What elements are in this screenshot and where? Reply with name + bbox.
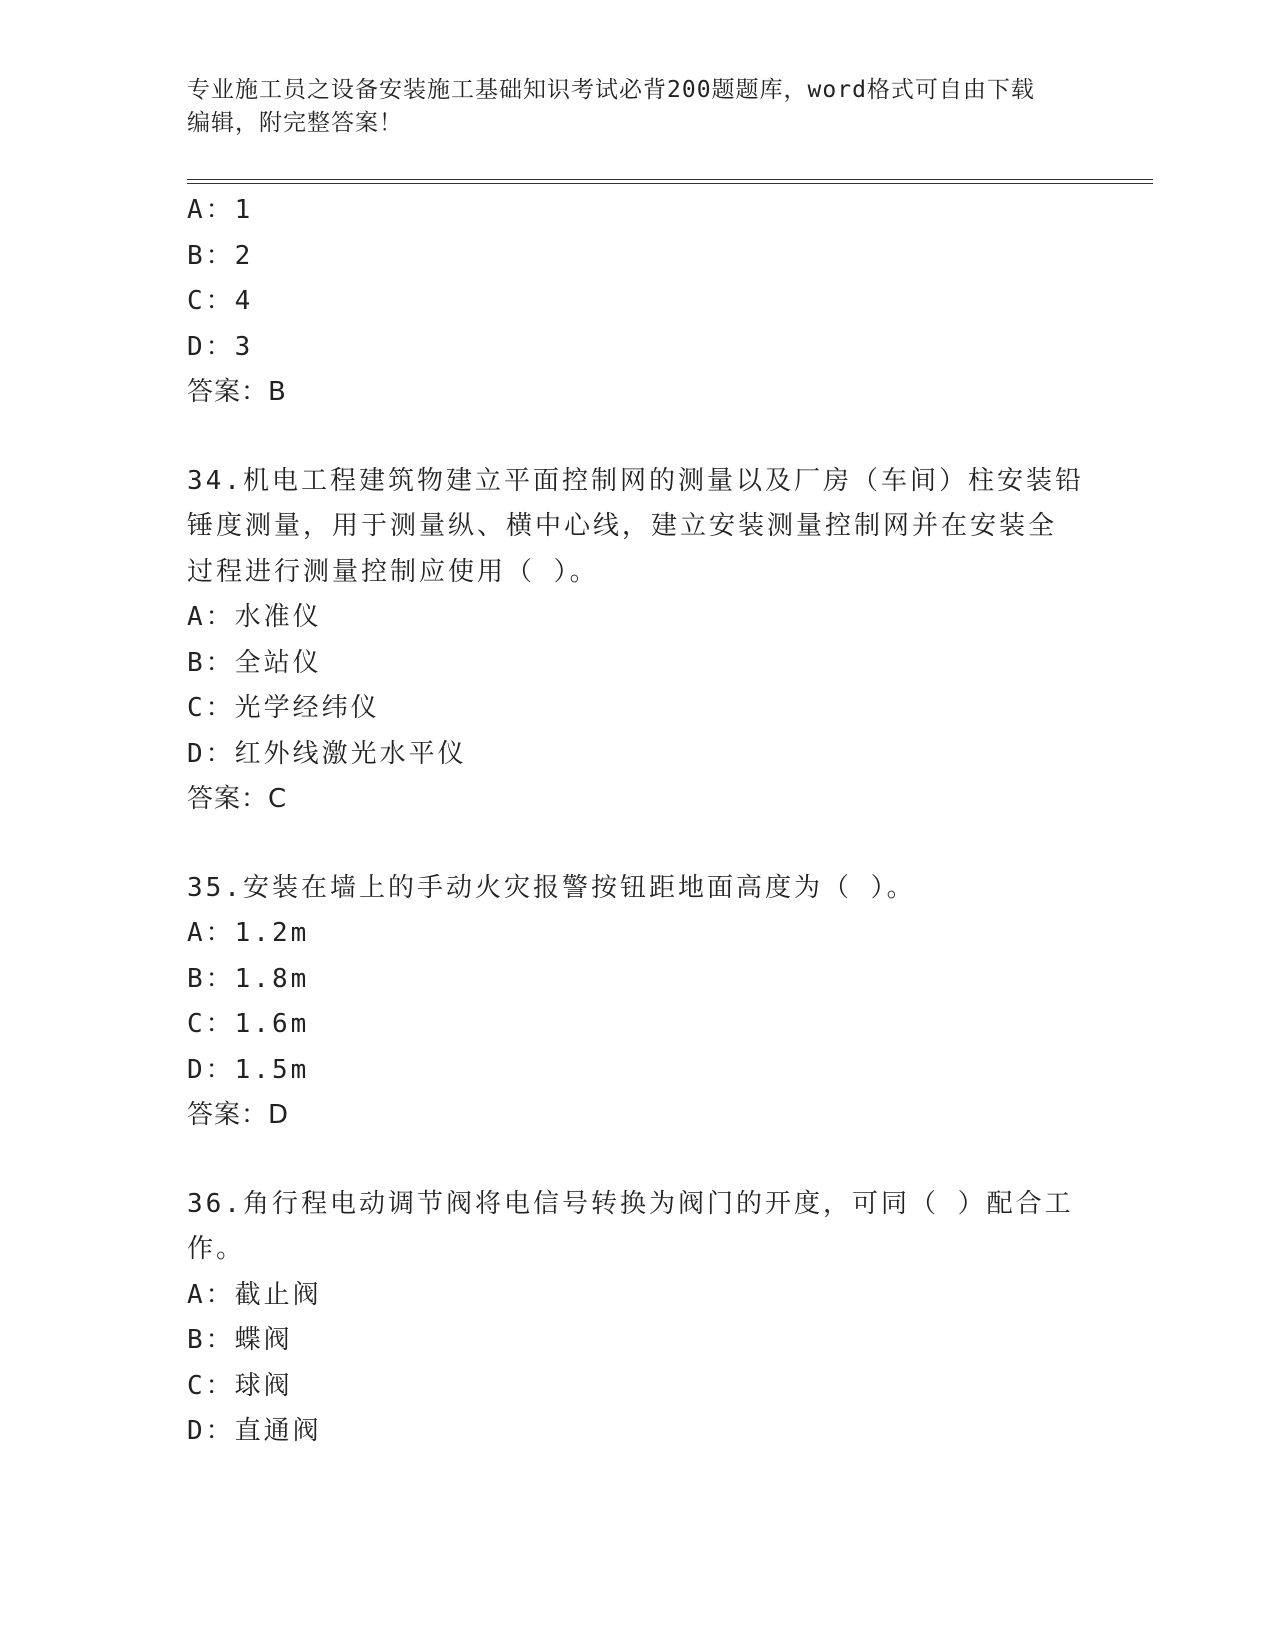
- option-c: C：光学经纬仪: [187, 693, 380, 723]
- option-b: B：2: [187, 240, 254, 271]
- header-divider-bottom: [187, 183, 1153, 184]
- question-stem-line: 36.角行程电动调节阀将电信号转换为阀门的开度，可同（ ）配合工: [187, 1188, 1074, 1219]
- answer-line: 答案：D: [187, 1100, 290, 1130]
- question-35: [187, 866, 1067, 1139]
- option-c: C：球阀: [187, 1370, 293, 1401]
- option-d: D：红外线激光水平仪: [187, 738, 467, 769]
- question-stem-line: 作。: [187, 1234, 246, 1264]
- option-a: A：1.2m: [187, 918, 310, 948]
- question-36: [187, 1182, 1074, 1455]
- option-b: B：蝶阀: [187, 1325, 293, 1355]
- document-header: [187, 74, 1067, 140]
- question-stem-line: 过程进行测量控制应使用（ ）。: [187, 556, 599, 587]
- option-b: B：全站仪: [187, 647, 322, 678]
- option-c: C：1.6m: [187, 1009, 310, 1039]
- question-stem-line: 34.机电工程建筑物建立平面控制网的测量以及厂房（车间）柱安装铅: [187, 465, 1084, 496]
- question-stem-line: 35.安装在墙上的手动火灾报警按钮距地面高度为（ ）。: [187, 872, 916, 903]
- answer-line: 答案：C: [187, 784, 288, 814]
- option-b: B：1.8m: [187, 963, 310, 994]
- question-stem-line: 锤度测量，用于测量纵、横中心线，建立安装测量控制网并在安装全: [187, 511, 1058, 541]
- question-33-continued: [187, 188, 1067, 416]
- option-d: D：3: [187, 331, 254, 362]
- header-title-line-2: 编辑，附完整答案！: [187, 110, 403, 136]
- header-divider-top: [187, 179, 1153, 180]
- answer-line: 答案：B: [187, 377, 287, 407]
- option-c: C：4: [187, 286, 254, 316]
- option-a: A：截止阀: [187, 1279, 322, 1310]
- header-title-line-1: 专业施工员之设备安装施工基础知识考试必背200题题库，word格式可自由下载: [187, 77, 1035, 103]
- question-content: [187, 188, 1084, 1455]
- question-34: [187, 459, 1084, 823]
- option-a: A：1: [187, 195, 254, 225]
- option-d: D：1.5m: [187, 1054, 310, 1085]
- option-d: D：直通阀: [187, 1416, 322, 1446]
- option-a: A：水准仪: [187, 602, 322, 632]
